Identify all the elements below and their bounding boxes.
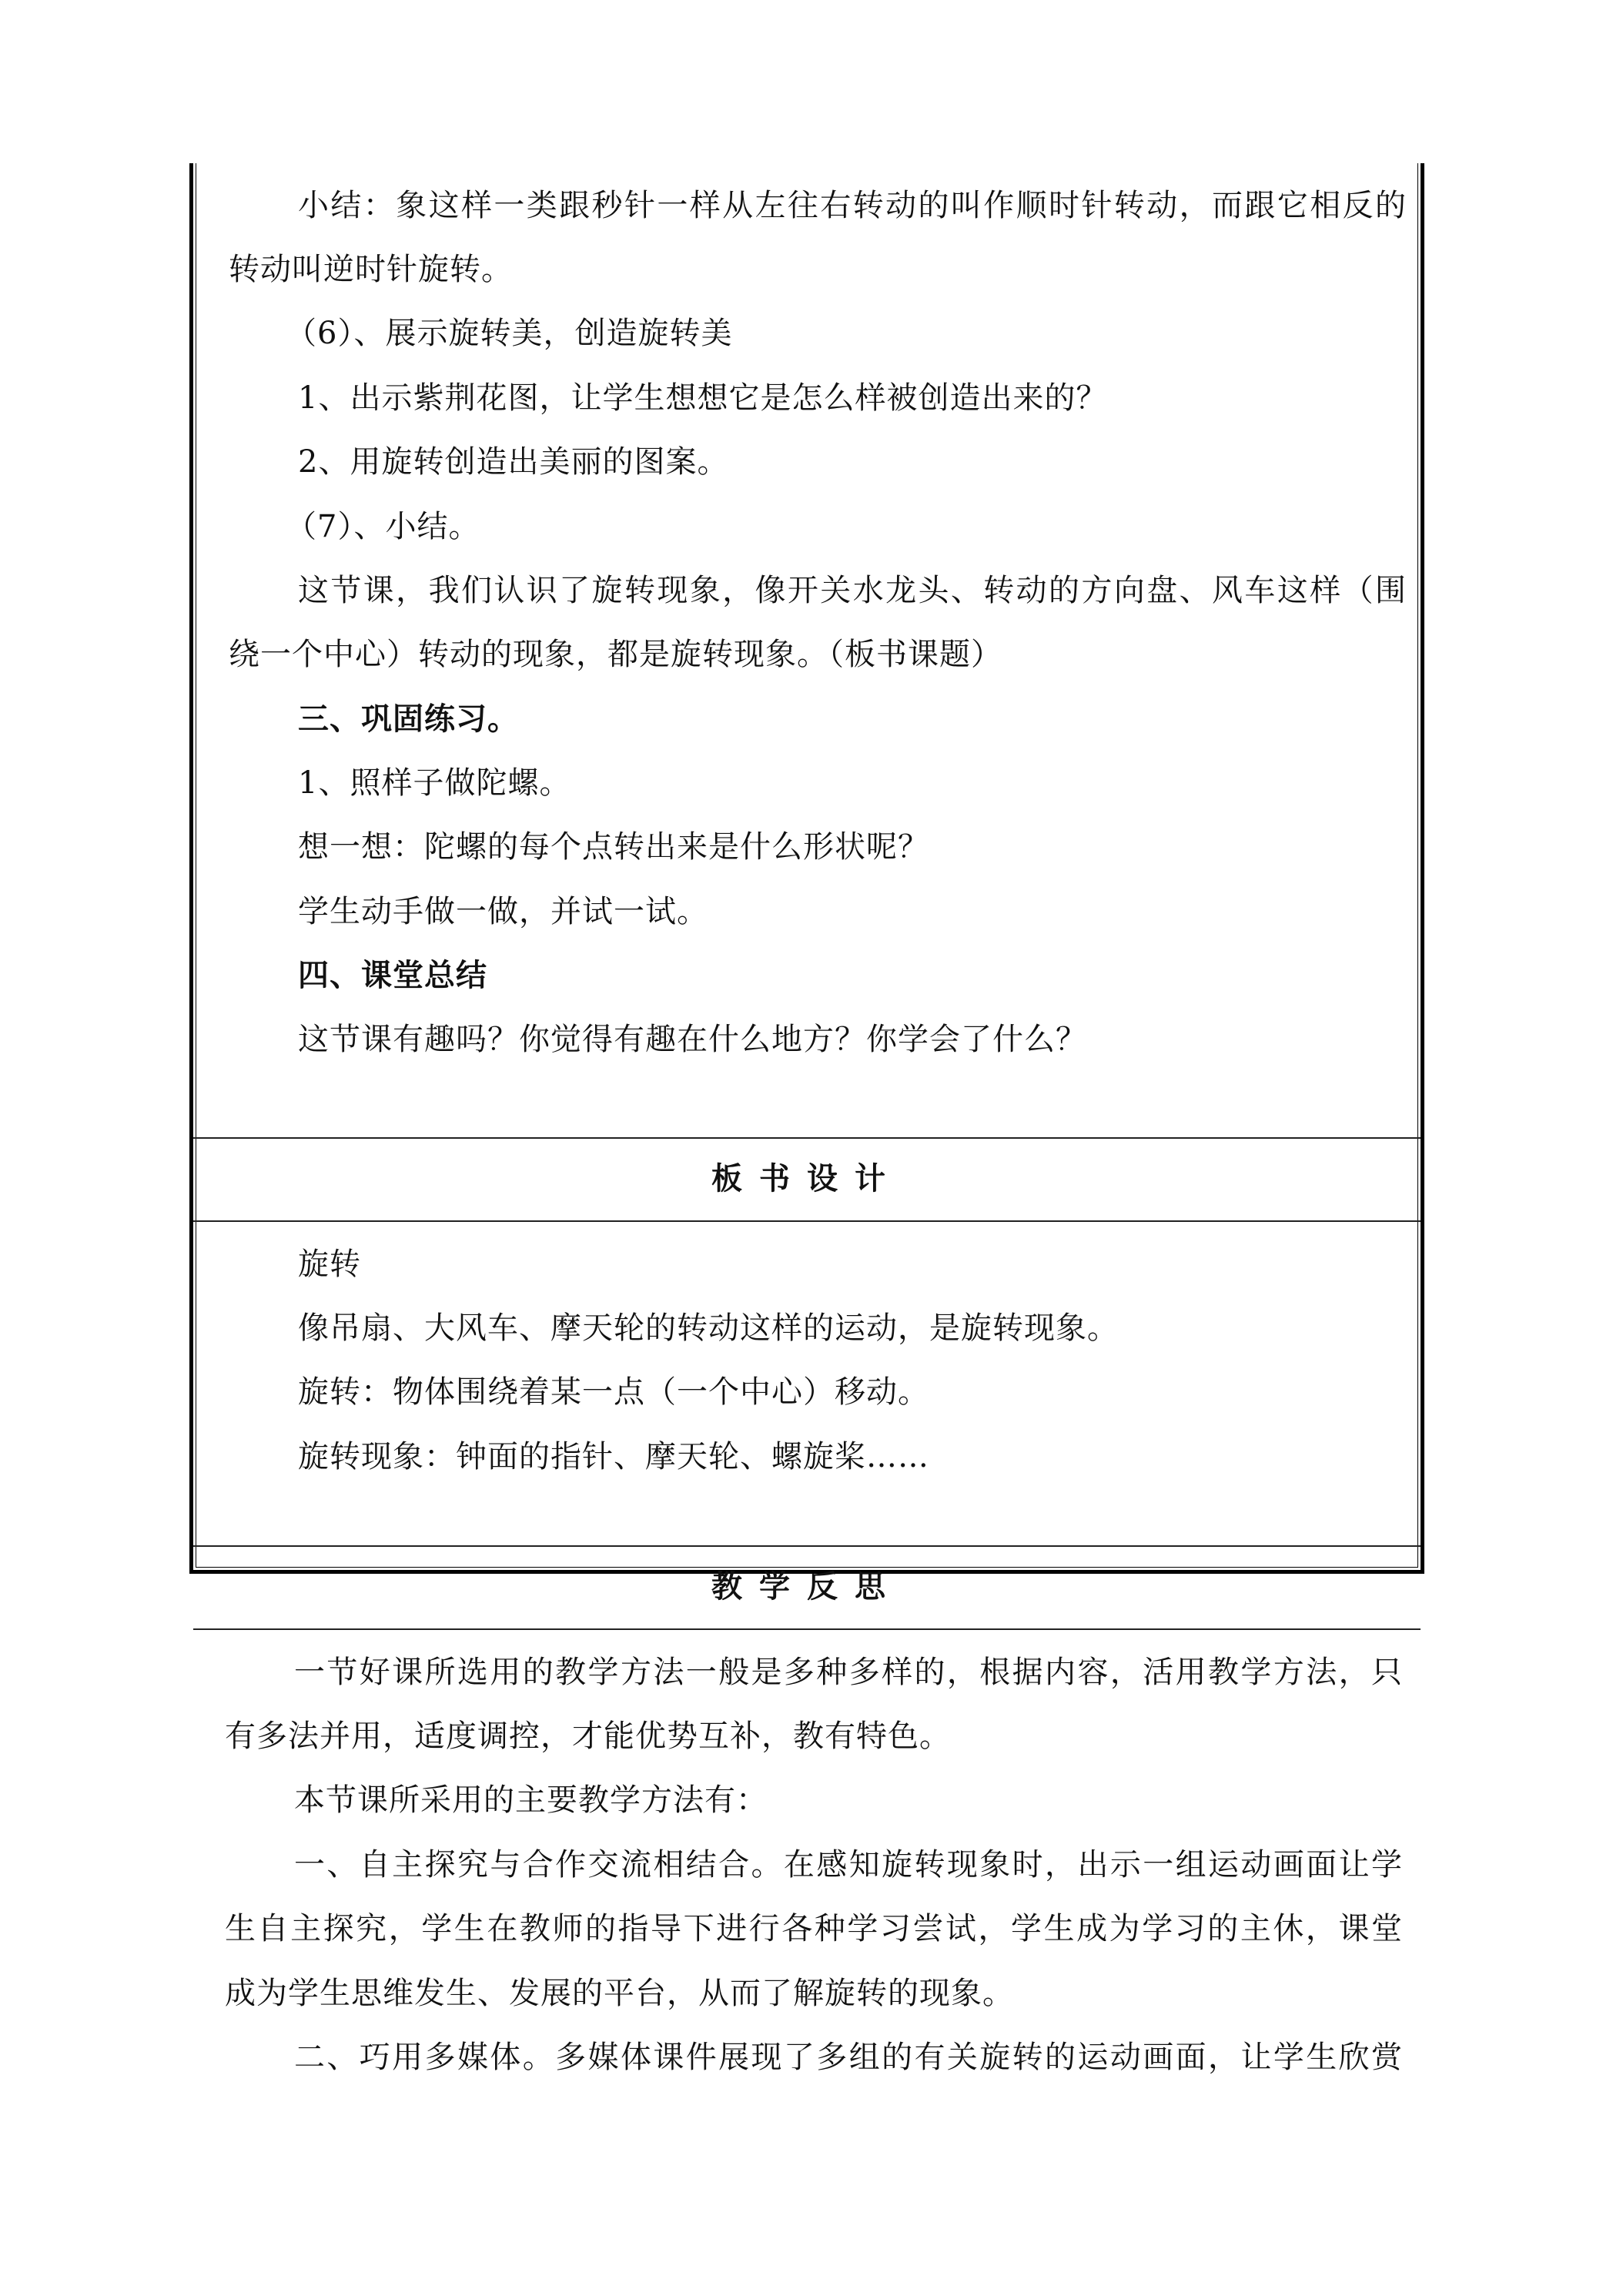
reflection-line-3: 本节课所采用的主要教学方法有：	[294, 1782, 768, 1818]
practice-question: 想一想：陀螺的每个点转出来是什么形状呢？	[298, 829, 929, 865]
practice-item-1: 1、照样子做陀螺。	[298, 765, 571, 801]
reflection-line-6: 成为学生思维发生、发展的平台，从而了解旋转的现象。	[225, 1976, 1014, 2011]
practice-activity: 学生动手做一做，并试一试。	[298, 894, 708, 929]
lesson-process-section	[193, 163, 1421, 1137]
summary-line-1: 小结：象这样一类跟秒针一样从左往右转动的叫作顺时针转动，而跟它相反的	[298, 188, 1407, 223]
step-6-heading: （6）、展示旋转美，创造旋转美	[286, 316, 733, 351]
step-7-text-1: 这节课，我们认识了旋转现象，像开关水龙头、转动的方向盘、风车这样（围	[298, 573, 1407, 608]
board-line-1: 旋转	[298, 1247, 361, 1282]
reflection-line-7: 二、巧用多媒体。多媒体课件展现了多组的有关旋转的运动画面，让学生欣赏	[294, 2040, 1403, 2075]
board-line-2: 像吊扇、大风车、摩天轮的转动这样的运动，是旋转现象。	[298, 1310, 1119, 1346]
step-6-item-2: 2、用旋转创造出美丽的图案。	[298, 444, 729, 480]
summary-heading: 四、课堂总结	[298, 957, 487, 993]
reflection-line-5: 生自主探究，学生在教师的指导下进行各种学习尝试，学生成为学习的主休，课堂	[225, 1911, 1403, 1946]
step-6-item-1: 1、出示紫荆花图，让学生想想它是怎么样被创造出来的？	[298, 380, 1108, 416]
reflection-line-2: 有多法并用，适度调控，才能优势互补，教有特色。	[225, 1719, 951, 1754]
step-7-text-2: 绕一个中心）转动的现象，都是旋转现象。（板书课题）	[229, 637, 1002, 672]
board-design-title: 板书设计	[711, 1160, 902, 1197]
summary-question: 这节课有趣吗？你觉得有趣在什么地方？你学会了什么？	[298, 1022, 1087, 1057]
lesson-plan-table	[189, 163, 1424, 1605]
board-design-content	[193, 1222, 1421, 1545]
divider-after-reflection-title	[193, 1628, 1421, 1630]
reflection-line-4: 一、自主探究与合作交流相结合。在感知旋转现象时，出示一组运动画面让学	[294, 1847, 1403, 1883]
step-7-heading: （7）、小结。	[286, 509, 480, 544]
summary-line-2: 转动叫逆时针旋转。	[229, 252, 513, 287]
board-line-3: 旋转：物体围绕着某一点（一个中心）移动。	[298, 1374, 929, 1410]
board-design-header	[193, 1139, 1421, 1220]
reflection-header	[193, 1547, 1421, 1628]
practice-heading: 三、巩固练习。	[298, 701, 519, 737]
reflection-title: 教学反思	[711, 1568, 902, 1605]
board-line-4: 旋转现象：钟面的指针、摩天轮、螺旋桨……	[298, 1439, 929, 1474]
reflection-line-1: 一节好课所选用的教学方法一般是多种多样的，根据内容，活用教学方法，只	[294, 1655, 1403, 1690]
